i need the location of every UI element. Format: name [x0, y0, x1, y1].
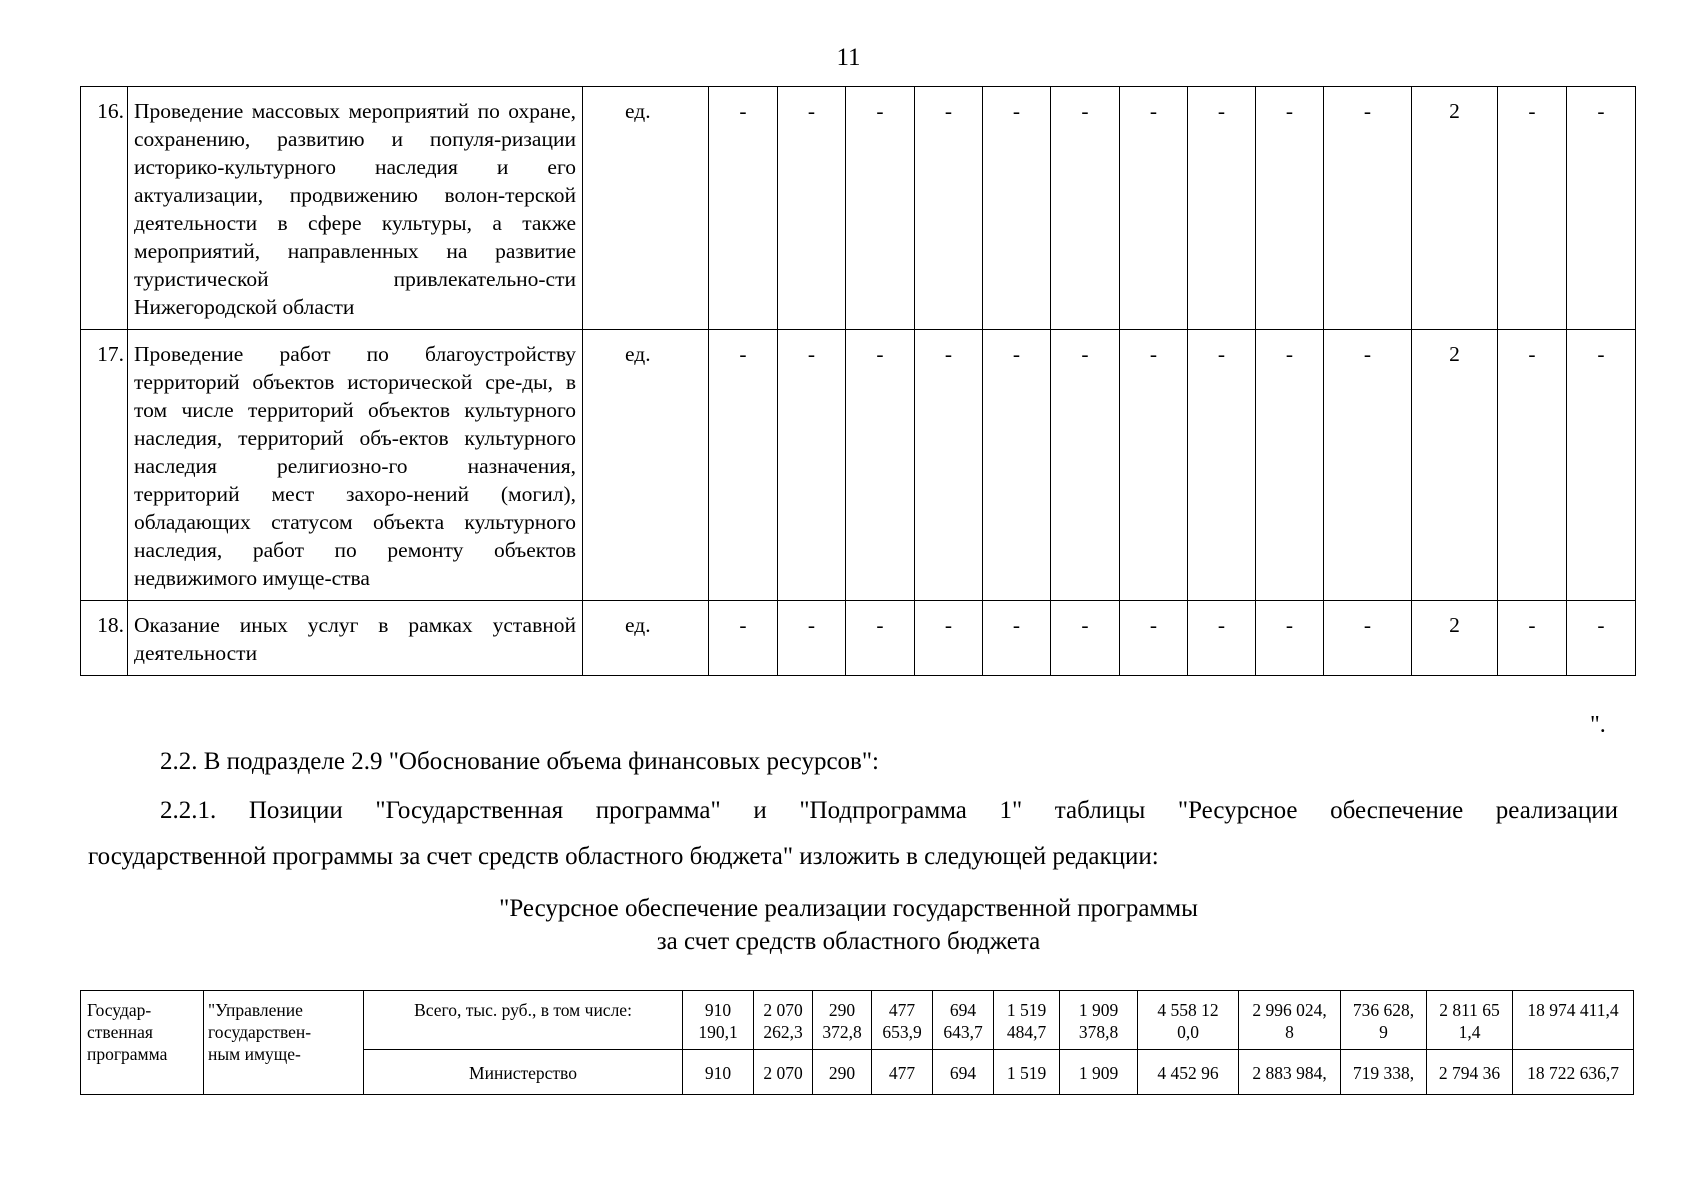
total-value-cell: 1 519 484,7 [994, 991, 1060, 1050]
value-cell: - [1120, 601, 1188, 676]
value-cell: - [1188, 601, 1256, 676]
value-cell: - [915, 601, 983, 676]
total-label: Всего, тыс. руб., в том числе: [364, 991, 683, 1050]
value-cell: - [1256, 330, 1324, 601]
total-value-cell: 18 974 411,4 [1513, 991, 1634, 1050]
value-cell: - [846, 87, 915, 330]
value-cell: - [1567, 601, 1636, 676]
value-cell: - [1324, 330, 1412, 601]
value-cell: - [1051, 330, 1120, 601]
total-value-cell: 736 628, 9 [1341, 991, 1427, 1050]
program-type-cell: Государ- ственная программа [81, 991, 204, 1095]
value-cell: - [1498, 601, 1567, 676]
ministry-value-cell: 1 909 [1060, 1050, 1138, 1095]
indicator-description: Проведение массовых мероприятий по охране, сохранению, развитию и популя-ризации историко-культурного наследия и его актуализации, продвижению волон-терской деятельности в сфере культуры, а также мероприятий, направленных на развитие туристической привлекательно-сти Нижегородской области [128, 87, 583, 330]
value-cell: - [983, 87, 1051, 330]
ministry-value-cell: 1 519 [994, 1050, 1060, 1095]
value-cell: - [1324, 87, 1412, 330]
resource-table-title-line1: "Ресурсное обеспечение реализации государственной программы [499, 895, 1198, 922]
value-cell: - [846, 330, 915, 601]
value-cell: - [778, 330, 846, 601]
row-number: 18. [81, 601, 128, 676]
row-number: 17. [81, 330, 128, 601]
paragraph-2-2: 2.2. В подразделе 2.9 "Обоснование объема финансовых ресурсов": [160, 748, 879, 775]
total-value-cell: 290 372,8 [813, 991, 872, 1050]
value-cell: - [1188, 87, 1256, 330]
indicator-description: Оказание иных услуг в рамках уставной деятельности [128, 601, 583, 676]
total-value-cell: 2 811 65 1,4 [1427, 991, 1513, 1050]
ministry-value-cell: 719 338, [1341, 1050, 1427, 1095]
paragraph-2-2-1-line1: 2.2.1. Позиции "Государственная программа" и "Подпрограмма 1" таблицы "Ресурсное обеспечение реализации [160, 797, 1618, 824]
value-cell: - [709, 330, 778, 601]
page-number: 11 [836, 44, 861, 71]
value-cell: - [1120, 330, 1188, 601]
closing-quote: ". [1590, 712, 1606, 738]
value-cell: - [1256, 87, 1324, 330]
indicator-description: Проведение работ по благоустройству территорий объектов исторической сре-ды, в том числе территорий объектов культурного наследия, территорий объ-ектов культурного наследия религиозно-го назначения, территорий мест захоро-нений (могил), обладающих статусом объекта культурного наследия, работ по ремонту объектов недвижимого имуще-ства [128, 330, 583, 601]
ministry-value-cell: 290 [813, 1050, 872, 1095]
total-value-cell: 2 996 024, 8 [1239, 991, 1341, 1050]
indicator-row [81, 87, 1636, 330]
value-cell: - [1188, 330, 1256, 601]
indicators-table [80, 86, 1636, 676]
indicator-row [81, 601, 1636, 676]
resource-table [80, 990, 1634, 1095]
ministry-value-cell: 694 [933, 1050, 994, 1095]
ministry-label: Министерство [364, 1050, 683, 1095]
ministry-value-cell: 4 452 96 [1138, 1050, 1239, 1095]
ministry-value-cell: 477 [872, 1050, 933, 1095]
value-cell: 2 [1412, 601, 1498, 676]
value-cell: - [1324, 601, 1412, 676]
resource-table-title-line2: за счет средств областного бюджета [656, 928, 1041, 955]
total-value-cell: 477 653,9 [872, 991, 933, 1050]
ministry-value-cell: 910 [683, 1050, 754, 1095]
unit-cell: ед. [583, 330, 709, 601]
total-value-cell: 910 190,1 [683, 991, 754, 1050]
value-cell: 2 [1412, 87, 1498, 330]
value-cell: - [1567, 330, 1636, 601]
value-cell: - [778, 87, 846, 330]
value-cell: - [1051, 87, 1120, 330]
indicator-row [81, 330, 1636, 601]
ministry-value-cell: 2 794 36 [1427, 1050, 1513, 1095]
value-cell: - [1051, 601, 1120, 676]
value-cell: - [709, 601, 778, 676]
value-cell: - [983, 601, 1051, 676]
value-cell: - [778, 601, 846, 676]
value-cell: - [1498, 330, 1567, 601]
value-cell: - [846, 601, 915, 676]
total-value-cell: 1 909 378,8 [1060, 991, 1138, 1050]
total-value-cell: 4 558 12 0,0 [1138, 991, 1239, 1050]
unit-cell: ед. [583, 87, 709, 330]
value-cell: - [1498, 87, 1567, 330]
value-cell: - [1120, 87, 1188, 330]
value-cell: - [1567, 87, 1636, 330]
value-cell: 2 [1412, 330, 1498, 601]
ministry-value-cell: 2 070 [754, 1050, 813, 1095]
total-value-cell: 2 070 262,3 [754, 991, 813, 1050]
resource-total-row [81, 991, 1634, 1050]
ministry-value-cell: 18 722 636,7 [1513, 1050, 1634, 1095]
unit-cell: ед. [583, 601, 709, 676]
value-cell: - [709, 87, 778, 330]
program-name-cell: "Управление государствен- ным имуще- [204, 991, 364, 1095]
row-number: 16. [81, 87, 128, 330]
ministry-value-cell: 2 883 984, [1239, 1050, 1341, 1095]
value-cell: - [983, 330, 1051, 601]
value-cell: - [915, 87, 983, 330]
value-cell: - [1256, 601, 1324, 676]
value-cell: - [915, 330, 983, 601]
total-value-cell: 694 643,7 [933, 991, 994, 1050]
paragraph-2-2-1-line2: государственной программы за счет средств областного бюджета" изложить в следующей редакции: [88, 843, 1159, 870]
